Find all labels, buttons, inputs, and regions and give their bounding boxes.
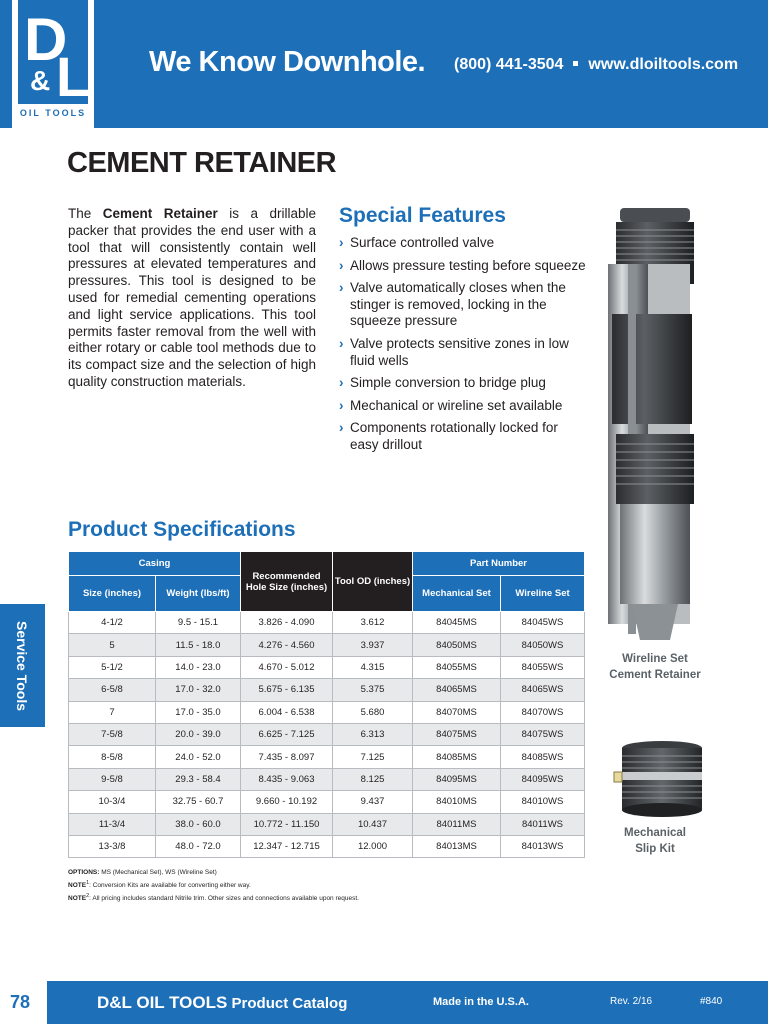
specs-table-body: [69, 612, 585, 858]
features-title: Special Features: [339, 204, 506, 227]
feature-item: › Components rotationally locked for easy drillout: [339, 420, 558, 452]
slip-kit-image: [612, 738, 708, 820]
table-cell: 5.680: [333, 701, 413, 723]
chevron-right-icon: ›: [339, 375, 344, 391]
notes: [68, 868, 359, 904]
table-cell: 84050MS: [413, 634, 501, 656]
table-cell: 9.5 - 15.1: [156, 612, 241, 634]
feature-item: › Allows pressure testing before squeeze: [339, 257, 586, 273]
phone-number[interactable]: (800) 441-3504: [454, 56, 564, 73]
table-row: [69, 813, 585, 835]
svg-text:D: D: [24, 6, 68, 73]
table-cell: 9.437: [333, 791, 413, 813]
table-cell: 84011MS: [413, 813, 501, 835]
table-row: [69, 656, 585, 678]
table-cell: 84055MS: [413, 656, 501, 678]
note-2: NOTE$^2$: All pricing includes standard Nitrile trim. Other sizes and connections available upon request.: [68, 893, 359, 903]
page-title: CEMENT RETAINER: [67, 147, 337, 179]
table-cell: 12.000: [333, 835, 413, 857]
table-cell: 7: [69, 701, 156, 723]
options-note: OPTIONS: MS (Mechanical Set), WS (Wireline Set): [68, 869, 217, 876]
features-list: [339, 235, 589, 460]
slip-kit-caption: Mechanical Slip Kit: [624, 827, 686, 855]
table-cell: 84045MS: [413, 612, 501, 634]
table-cell: 5-1/2: [69, 656, 156, 678]
table-cell: 84045WS: [501, 612, 585, 634]
table-cell: 5: [69, 634, 156, 656]
table-cell: 10.437: [333, 813, 413, 835]
table-cell: 13-3/8: [69, 835, 156, 857]
tagline: We Know Downhole.: [149, 46, 426, 78]
made-in-usa: Made in the U.S.A.: [433, 996, 529, 1008]
table-cell: 84085MS: [413, 746, 501, 768]
table-cell: 84055WS: [501, 656, 585, 678]
feature-item: › Simple conversion to bridge plug: [339, 375, 546, 391]
table-cell: 9.660 - 10.192: [241, 791, 333, 813]
retainer-caption: Wireline Set Cement Retainer: [609, 653, 701, 681]
table-row: [69, 701, 585, 723]
table-cell: 4.670 - 5.012: [241, 656, 333, 678]
table-cell: 7.125: [333, 746, 413, 768]
catalog-code: #840: [700, 996, 723, 1007]
page-number: 78: [10, 992, 31, 1012]
header-part-number: Part Number: [413, 552, 585, 576]
table-cell: 20.0 - 39.0: [156, 723, 241, 745]
header-mechanical-set: Mechanical Set: [413, 576, 501, 612]
table-cell: 84095WS: [501, 768, 585, 790]
revision: Rev. 2/16: [610, 996, 653, 1007]
logo: [12, 0, 94, 128]
feature-item: › Surface controlled valve: [339, 235, 495, 250]
table-cell: 4.276 - 4.560: [241, 634, 333, 656]
table-cell: 17.0 - 35.0: [156, 701, 241, 723]
chevron-right-icon: ›: [339, 280, 344, 296]
table-cell: 32.75 - 60.7: [156, 791, 241, 813]
table-row: [69, 768, 585, 790]
table-cell: 12.347 - 12.715: [241, 835, 333, 857]
feature-item: › Valve protects sensitive zones in low fluid wells: [339, 335, 569, 368]
table-cell: 11-3/4: [69, 813, 156, 835]
table-cell: 84085WS: [501, 746, 585, 768]
table-cell: 8.435 - 9.063: [241, 768, 333, 790]
table-cell: 4-1/2: [69, 612, 156, 634]
table-cell: 6-5/8: [69, 679, 156, 701]
table-row: [69, 612, 585, 634]
table-row: [69, 723, 585, 745]
header-size: Size (inches): [69, 576, 156, 612]
website-link[interactable]: www.dloiltools.com: [588, 56, 739, 73]
table-cell: 84070WS: [501, 701, 585, 723]
table-cell: 84010WS: [501, 791, 585, 813]
table-cell: 10-3/4: [69, 791, 156, 813]
table-cell: 84075WS: [501, 723, 585, 745]
header-tool-od: Tool OD (inches): [333, 552, 413, 612]
svg-text:L: L: [56, 45, 91, 100]
table-cell: 4.315: [333, 656, 413, 678]
feature-item: › Mechanical or wireline set available: [339, 397, 563, 413]
chevron-right-icon: ›: [339, 235, 344, 250]
table-cell: 3.937: [333, 634, 413, 656]
specs-title: Product Specifications: [68, 518, 296, 541]
header-casing: Casing: [69, 552, 241, 576]
footer-bar: [47, 981, 768, 1024]
table-cell: 84010MS: [413, 791, 501, 813]
table-row: [69, 791, 585, 813]
table-cell: 7-5/8: [69, 723, 156, 745]
table-cell: 29.3 - 58.4: [156, 768, 241, 790]
table-cell: 38.0 - 60.0: [156, 813, 241, 835]
table-cell: 3.612: [333, 612, 413, 634]
table-cell: 6.313: [333, 723, 413, 745]
logo-subtitle: OIL TOOLS: [19, 108, 87, 118]
table-cell: 24.0 - 52.0: [156, 746, 241, 768]
header-wireline-set: Wireline Set: [501, 576, 585, 612]
table-cell: 7.435 - 8.097: [241, 746, 333, 768]
table-cell: 10.772 - 11.150: [241, 813, 333, 835]
table-cell: 14.0 - 23.0: [156, 656, 241, 678]
table-cell: 84095MS: [413, 768, 501, 790]
table-cell: 5.675 - 6.135: [241, 679, 333, 701]
header-hole-size: Recommended Hole Size (inches): [241, 552, 333, 612]
table-cell: 8.125: [333, 768, 413, 790]
table-cell: 84013WS: [501, 835, 585, 857]
table-cell: 6.004 - 6.538: [241, 701, 333, 723]
header-weight: Weight (lbs/ft): [156, 576, 241, 612]
chevron-right-icon: ›: [339, 335, 344, 351]
chevron-right-icon: ›: [339, 397, 344, 413]
side-tab-label: Service Tools: [14, 620, 30, 712]
note-1: NOTE$^1$: Conversion Kits are available for converting either way.: [68, 880, 251, 890]
table-cell: 5.375: [333, 679, 413, 701]
svg-text:&: &: [30, 65, 51, 96]
header-bar: [0, 0, 768, 128]
table-cell: 84075MS: [413, 723, 501, 745]
product-name: Cement Retainer: [102, 206, 218, 221]
table-cell: 9-5/8: [69, 768, 156, 790]
specs-table: [68, 551, 585, 858]
table-cell: 84050WS: [501, 634, 585, 656]
feature-item: › Valve automatically closes when the stinger is removed, locking in the squeeze pressure: [339, 280, 566, 329]
table-cell: 6.625 - 7.125: [241, 723, 333, 745]
contact-info: [454, 56, 738, 74]
table-cell: 84070MS: [413, 701, 501, 723]
footer-brand: D&L OIL TOOLS Product Catalog: [97, 993, 348, 1012]
table-cell: 8-5/8: [69, 746, 156, 768]
table-row: [69, 679, 585, 701]
chevron-right-icon: ›: [339, 257, 344, 273]
cement-retainer-image: [598, 204, 716, 644]
side-tab-service-tools[interactable]: [0, 604, 45, 727]
intro-paragraph: The Cement Retainer is a drillable packer that provides the end user with a tool that will consistently contain well pressures at elevated temperatures and pressures. This tool is designed to be used for remedial cementing operations and light service applications. This tool permits faster removal from the well with either rotary or cable tool methods due to its compact size and the selection of high quality construction materials.: [68, 206, 316, 389]
table-cell: 84013MS: [413, 835, 501, 857]
table-cell: 84065WS: [501, 679, 585, 701]
logo-mark-icon: [22, 6, 92, 100]
table-row: [69, 634, 585, 656]
table-cell: 48.0 - 72.0: [156, 835, 241, 857]
separator-dot: [573, 61, 578, 66]
table-cell: 84065MS: [413, 679, 501, 701]
table-cell: 84011WS: [501, 813, 585, 835]
table-cell: 17.0 - 32.0: [156, 679, 241, 701]
table-row: [69, 746, 585, 768]
chevron-right-icon: ›: [339, 420, 344, 436]
table-row: [69, 835, 585, 857]
table-cell: 3.826 - 4.090: [241, 612, 333, 634]
table-cell: 11.5 - 18.0: [156, 634, 241, 656]
